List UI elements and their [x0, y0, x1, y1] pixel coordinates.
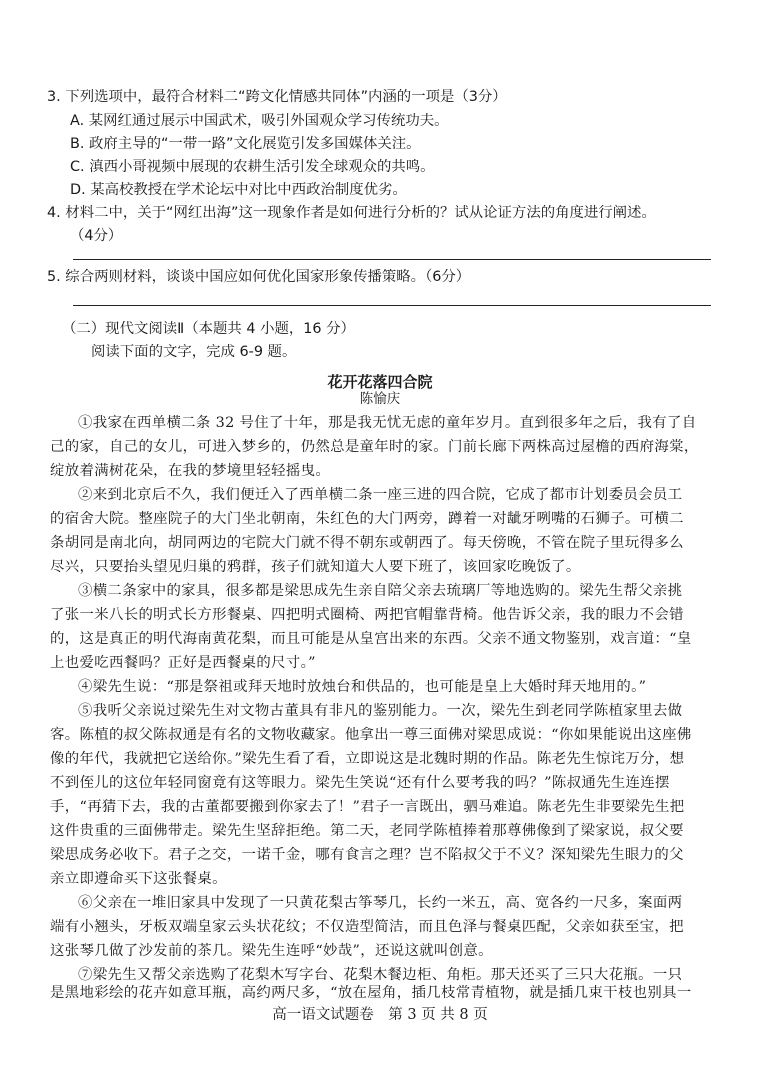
question-4-points: （4分） — [70, 228, 123, 244]
article-line: ⑦梁先生又帮父亲选购了花梨木写字台、花梨木餐边柜、角柜。那天还买了三只大花瓶。一只 — [78, 967, 683, 983]
article-line: 这件贵重的三面佛带走。梁先生坚辞拒绝。第二天，老同学陈植捧着那尊佛像到了梁家说，叔父要 — [50, 823, 684, 839]
article-line: 尽兴，只要抬头望见归巢的鸦群，孩子们就知道大人要下班了，该回家吃晚饭了。 — [50, 559, 581, 575]
question-3-option-d: D. 某高校教授在学术论坛中对比中西政治制度优劣。 — [70, 182, 407, 198]
article-line: 手，“再猜下去，我的古董都要搬到你家去了！”君子一言既出，驷马难追。陈老先生非要梁先生把 — [50, 799, 685, 815]
article-line: 己的家，自己的女儿，可进入梦乡的，仍然总是童年时的家。门前长廊下两株高过屋檐的西府海棠， — [50, 439, 699, 455]
question-4-stem: 4. 材料二中，关于“网红出海”这一现象作者是如何进行分析的？试从论证方法的角度进行阐述。 — [47, 205, 656, 221]
page-footer: 高一语文试题卷 第 3 页 共 8 页 — [272, 1007, 488, 1023]
article-line: ③横二条家中的家具，很多都是梁思成先生亲自陪父亲去琉璃厂等地选购的。梁先生帮父亲挑 — [78, 583, 683, 599]
article-line: 亲立即遵命买下这张餐桌。 — [50, 871, 227, 887]
question-5-stem: 5. 综合两则材料，谈谈中国应如何优化国家形象传播策略。（6分） — [47, 269, 471, 285]
section-instruction: 阅读下面的文字，完成 6-9 题。 — [91, 344, 297, 360]
article-line: 绽放着满树花朵，在我的梦境里轻轻摇曳。 — [50, 463, 331, 479]
answer-line-q4 — [73, 259, 711, 260]
article-line: 上也爱吃西餐吗？正好是西餐桌的尺寸。” — [50, 655, 316, 671]
article-line: 的宿舍大院。整座院子的大门坐北朝南，朱红色的大门两旁，蹲着一对龇牙咧嘴的石狮子。可横二 — [50, 511, 684, 527]
article-line: 是黑地彩绘的花卉如意耳瓶，高约两尺多，“放在屋角，插几枝常青植物，就是插几束干枝也别具一 — [50, 985, 692, 1001]
article-title: 花开花落四合院 — [327, 373, 433, 391]
question-3-option-b: B. 政府主导的“一带一路”文化展览引发多国媒体关注。 — [70, 136, 421, 152]
article-line: ⑥父亲在一堆旧家具中发现了一只黄花梨古筝琴几，长约一米五，高、宽各约一尺多，案面两 — [78, 895, 683, 911]
article-line: 端有小翘头，牙板双端皇家云头状花纹；不仅造型简洁，而且色泽与餐桌匹配，父亲如获至宝，把 — [50, 919, 684, 935]
article-line: ②来到北京后不久，我们便迁入了西单横二条一座三进的四合院，它成了都市计划委员会员工 — [78, 487, 683, 503]
article-line: 梁思成务必收下。君子之交，一诺千金，哪有食言之理？岂不陷叔父于不义？深知梁先生眼力的父 — [50, 847, 684, 863]
answer-line-q5 — [73, 305, 711, 306]
question-3-stem: 3. 下列选项中，最符合材料二“跨文化情感共同体”内涵的一项是（3分） — [47, 89, 507, 105]
article-line: 不到侄儿的这位年轻同窗竟有这等眼力。梁先生笑说“还有什么要考我的吗？”陈叔通先生连连摆 — [50, 775, 670, 791]
article-line: ④梁先生说：“那是祭祖或拜天地时放烛台和供品的，也可能是皇上大婚时拜天地用的。” — [78, 679, 647, 695]
article-line: 客。陈植的叔父陈叔通是有名的文物收藏家。他拿出一尊三面佛对梁思成说：“你如果能说出这座佛 — [50, 727, 692, 743]
article-line: 了张一米八长的明式长方形餐桌、四把明式圈椅、两把官帽靠背椅。他告诉父亲，我的眼力不会错 — [50, 607, 684, 623]
article-line: ⑤我听父亲说过梁先生对文物古董具有非凡的鉴别能力。一次，梁先生到老同学陈植家里去做 — [78, 703, 683, 719]
article-line: 的，这是真正的明代海南黄花梨，而且可能是从皇宫出来的东西。父亲不通文物鉴别，戏言道：“皇 — [50, 631, 692, 647]
article-line: ①我家在西单横二条 32 号住了十年，那是我无忧无虑的童年岁月。直到很多年之后，我有了自 — [78, 415, 697, 431]
section-heading: （二）现代文阅读Ⅱ（本题共 4 小题，16 分） — [62, 321, 355, 337]
question-3-option-a: A. 某网红通过展示中国武术，吸引外国观众学习传统功夫。 — [70, 113, 449, 129]
article-line: 条胡同是南北向，胡同两边的宅院大门就不得不朝东或朝西了。每天傍晚，不管在院子里玩得多么 — [50, 535, 684, 551]
article-author: 陈愉庆 — [359, 391, 401, 407]
question-3-option-c: C. 滇西小哥视频中展现的农耕生活引发全球观众的共鸣。 — [70, 159, 435, 175]
article-line: 这张琴几做了沙发前的茶几。梁先生连呼“妙哉”，还说这就叫创意。 — [50, 943, 493, 959]
article-line: 像的年代，我就把它送给你。”梁先生看了看，立即说这是北魏时期的作品。陈老先生惊诧万分，想 — [50, 751, 685, 767]
